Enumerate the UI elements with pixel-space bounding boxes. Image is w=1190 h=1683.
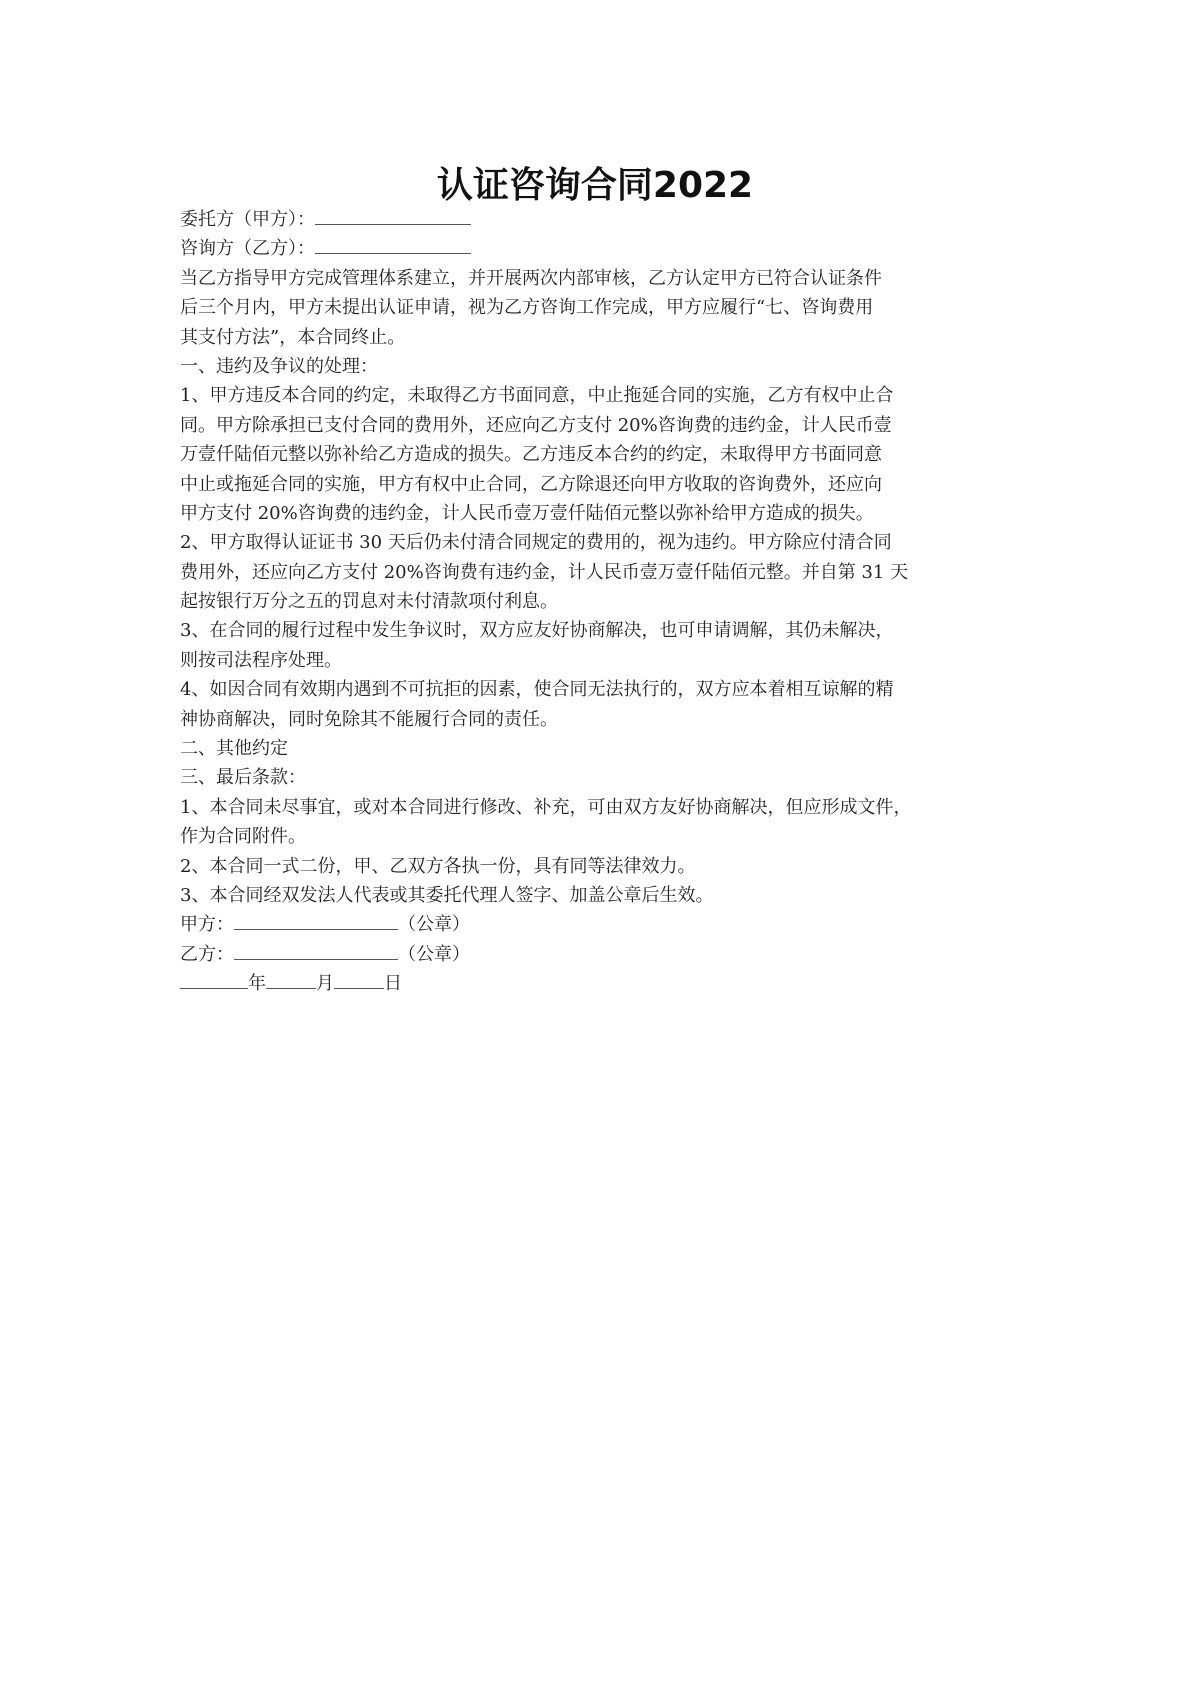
month-label: 月 — [316, 973, 334, 995]
date-row — [180, 969, 1020, 998]
text-line: 后三个月内，甲方未提出认证申请，视为乙方咨询工作完成，甲方应履行“七、咨询费用 — [180, 297, 874, 319]
party-a-field[interactable] — [315, 206, 471, 225]
party-a-signature-label: 甲方： — [180, 914, 234, 936]
party-b-row — [180, 234, 1020, 263]
text-line: 同。甲方除承担已支付合同的费用外，还应向乙方支付 20%咨询费的违约金，计人民币壹 — [180, 414, 892, 436]
text-line: 则按司法程序处理。 — [180, 649, 342, 671]
year-field[interactable] — [180, 970, 248, 989]
party-b-signature-field[interactable] — [234, 941, 398, 960]
clause-3-2: 2、本合同一式二份，甲、乙双方各执一份，具有同等法律效力。 — [180, 855, 696, 877]
month-field[interactable] — [266, 970, 316, 989]
day-field[interactable] — [334, 970, 384, 989]
day-label: 日 — [384, 973, 402, 995]
year-label: 年 — [248, 973, 266, 995]
section-heading-2: 二、其他约定 — [180, 738, 288, 760]
text-line: 神协商解决，同时免除其不能履行合同的责任。 — [180, 708, 558, 730]
clause-1-4 — [180, 675, 1020, 734]
clause-1-3 — [180, 616, 1020, 675]
section-heading-3: 三、最后条款： — [180, 767, 306, 789]
party-b-seal-label: （公章） — [398, 943, 470, 965]
clause-1-1 — [180, 381, 1020, 528]
party-a-signature-field[interactable] — [234, 911, 398, 930]
party-b-signature-label: 乙方： — [180, 943, 234, 965]
party-a-label: 委托方（甲方）： — [180, 209, 315, 230]
text-line: 起按银行万分之五的罚息对未付清款项付利息。 — [180, 591, 558, 613]
text-line: 费用外，还应向乙方支付 20%咨询费有违约金，计人民币壹万壹仟陆佰元整。并自第 31 天 — [180, 561, 909, 583]
text-line: 当乙方指导甲方完成管理体系建立，并开展两次内部审核，乙方认定甲方已符合认证条件 — [180, 267, 882, 289]
text-line: 作为合同附件。 — [180, 826, 306, 848]
text-line: 2、甲方取得认证证书 30 天后仍未付清合同规定的费用的，视为违约。甲方除应付清合同 — [180, 532, 892, 554]
party-a-seal-label: （公章） — [398, 914, 470, 936]
text-line: 中止或拖延合同的实施，甲方有权中止合同，乙方除退还向甲方收取的咨询费外，还应向 — [180, 473, 882, 495]
text-line: 万壹仟陆佰元整以弥补给乙方造成的损失。乙方违反本合约的约定，未取得甲方书面同意 — [180, 444, 882, 466]
party-b-signature-row — [180, 940, 1020, 969]
text-line: 4、如因合同有效期内遇到不可抗拒的因素，使合同无法执行的，双方应本着相互谅解的精 — [180, 679, 894, 701]
text-line: 甲方支付 20%咨询费的违约金，计人民币壹万壹仟陆佰元整以弥补给甲方造成的损失。 — [180, 502, 874, 524]
clause-3-1 — [180, 793, 1020, 852]
document-body — [180, 205, 1020, 999]
text-line: 其支付方法”，本合同终止。 — [180, 326, 406, 348]
document-title: 认证咨询合同2022 — [436, 165, 754, 206]
party-a-row — [180, 205, 1020, 234]
clause-1-2 — [180, 528, 1020, 616]
intro-paragraph — [180, 264, 1020, 352]
party-a-signature-row — [180, 910, 1020, 939]
text-line: 1、甲方违反本合同的约定，未取得乙方书面同意，中止拖延合同的实施，乙方有权中止合 — [180, 385, 894, 407]
text-line: 1、本合同未尽事宜，或对本合同进行修改、补充，可由双方友好协商解决，但应形成文件， — [180, 796, 912, 818]
section-heading-1: 一、违约及争议的处理： — [180, 355, 378, 377]
text-line: 3、在合同的履行过程中发生争议时，双方应友好协商解决，也可申请调解，其仍未解决， — [180, 620, 894, 642]
party-b-field[interactable] — [315, 235, 471, 254]
party-b-label: 咨询方（乙方）： — [180, 238, 315, 260]
clause-3-3: 3、本合同经双发法人代表或其委托代理人签字、加盖公章后生效。 — [180, 884, 714, 906]
